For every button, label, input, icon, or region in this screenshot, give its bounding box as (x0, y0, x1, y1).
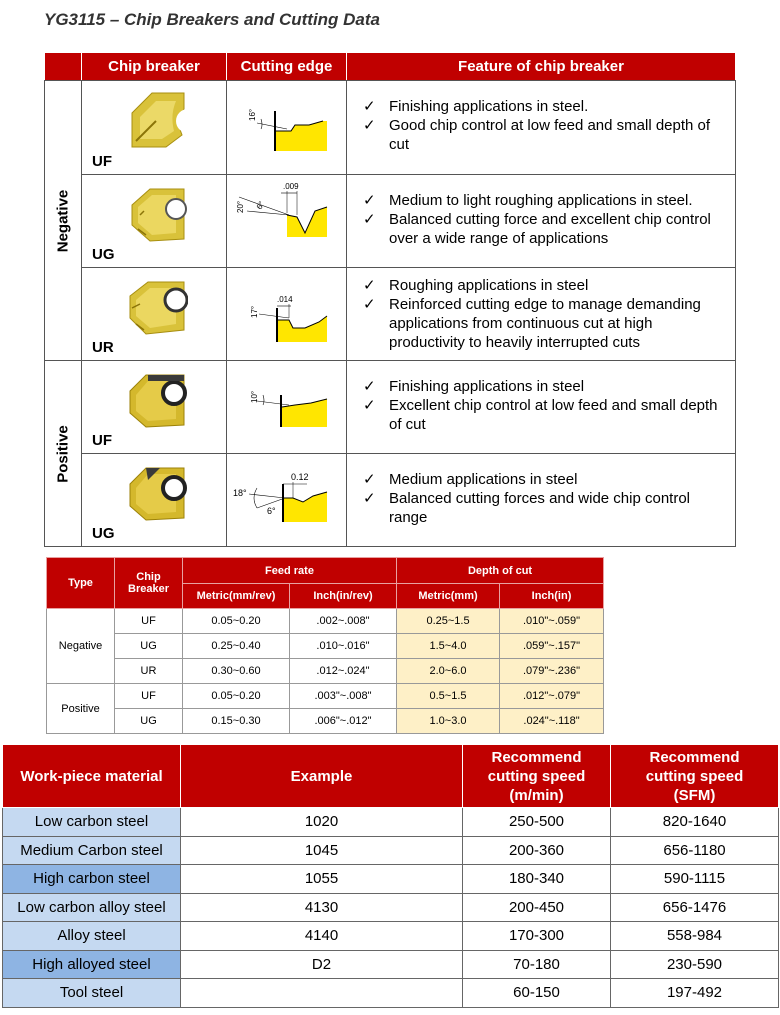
type-cell: Negative (47, 609, 115, 684)
feature-cell (347, 81, 736, 175)
header-depth-of-cut: Depth of cut (397, 558, 604, 584)
group-label: Positive (54, 424, 72, 483)
chip-code: UG (92, 525, 115, 542)
edge-cell (227, 268, 347, 361)
edge-angle-secondary: 6° (254, 199, 267, 211)
list-item: ✓ Finishing applications in steel. (363, 98, 589, 115)
feature-list (361, 377, 727, 434)
feature-cell (347, 361, 736, 454)
chip-cell (82, 81, 227, 175)
material-cell: Medium Carbon steel (3, 836, 181, 865)
depth-inch: .012"~.079" (500, 684, 604, 709)
chip-code: UF (92, 153, 112, 170)
list-item: ✓ Good chip control at low feed and small depth of cut (363, 117, 711, 153)
speed-metric-cell: 200-360 (463, 836, 611, 865)
feature-list (361, 97, 727, 154)
feed-metric: 0.15~0.30 (183, 709, 290, 734)
edge-cell (227, 454, 347, 547)
edge-land: 0.12 (291, 472, 309, 482)
depth-inch: .079"~.236" (500, 659, 604, 684)
edge-angle-secondary: 6° (267, 506, 276, 516)
list-item: ✓ Roughing applications in steel (363, 277, 589, 294)
table-row (47, 684, 604, 709)
speed-metric-cell: 60-150 (463, 979, 611, 1008)
table-row (45, 361, 736, 454)
cutting-edge-diagram (227, 81, 347, 174)
header-speed-metric: Recommend cutting speed (m/min) (463, 745, 611, 808)
insert-image (126, 371, 188, 429)
header-example: Example (181, 745, 463, 808)
speed-metric-cell: 170-300 (463, 922, 611, 951)
check-icon: ✓ (363, 192, 376, 209)
cutting-header-row-1 (47, 558, 604, 584)
edge-cell (227, 81, 347, 175)
edge-angle: 16° (248, 108, 257, 121)
header-metric-feed: Metric(mm/rev) (183, 584, 290, 609)
table-row (3, 950, 779, 979)
check-icon: ✓ (363, 397, 376, 414)
material-cell: Tool steel (3, 979, 181, 1008)
feature-cell (347, 268, 736, 361)
example-cell: 4140 (181, 922, 463, 951)
table-row (47, 634, 604, 659)
depth-inch: .010"~.059" (500, 609, 604, 634)
speed-sfm-cell: 656-1476 (611, 893, 779, 922)
material-cell: Low carbon steel (3, 808, 181, 837)
edge-angle: 20° (236, 200, 245, 213)
chip-cell: UF (115, 609, 183, 634)
list-item: ✓ Reinforced cutting edge to manage demanding applications from continuous cut at high productivity to heavily interrupted cuts (363, 296, 701, 351)
material-cell: Low carbon alloy steel (3, 893, 181, 922)
feature-cell (347, 175, 736, 268)
feature-list (361, 191, 727, 248)
chip-code: UG (92, 246, 115, 263)
speed-metric-cell: 200-450 (463, 893, 611, 922)
cutting-edge-diagram (227, 175, 347, 268)
insert-image (126, 185, 188, 243)
example-cell: 1045 (181, 836, 463, 865)
cutting-edge-diagram (227, 454, 347, 547)
edge-cell (227, 361, 347, 454)
feed-inch: .003"~.008" (290, 684, 397, 709)
feed-metric: 0.05~0.20 (183, 684, 290, 709)
header-chip-breaker: Chip breaker (82, 53, 227, 81)
example-cell (181, 979, 463, 1008)
chip-table-header-row (45, 53, 736, 81)
speed-metric-cell: 250-500 (463, 808, 611, 837)
edge-angle: 18° (233, 488, 247, 498)
header-type: Type (47, 558, 115, 609)
depth-metric: 1.5~4.0 (397, 634, 500, 659)
depth-inch: .024"~.118" (500, 709, 604, 734)
list-item: ✓ Medium to light roughing applications in steel. (363, 192, 693, 209)
table-row (47, 659, 604, 684)
check-icon: ✓ (363, 211, 376, 228)
chip-code: UR (92, 339, 114, 356)
group-positive (45, 361, 82, 547)
header-blank (45, 53, 82, 81)
example-cell: 4130 (181, 893, 463, 922)
list-item: ✓ Balanced cutting forces and wide chip control range (363, 490, 691, 526)
page-title: YG3115 – Chip Breakers and Cutting Data (44, 10, 381, 29)
insert-image (126, 91, 188, 149)
feed-metric: 0.30~0.60 (183, 659, 290, 684)
chip-cell: UG (115, 709, 183, 734)
table-row (3, 808, 779, 837)
header-feature: Feature of chip breaker (347, 53, 736, 81)
example-cell: 1020 (181, 808, 463, 837)
header-cutting-edge: Cutting edge (227, 53, 347, 81)
feature-cell (347, 454, 736, 547)
check-icon: ✓ (363, 296, 376, 313)
header-metric-depth: Metric(mm) (397, 584, 500, 609)
table-row (45, 81, 736, 175)
chip-code: UF (92, 432, 112, 449)
header-chip-breaker: Chip Breaker (115, 558, 183, 609)
chip-cell (82, 361, 227, 454)
material-cell: Alloy steel (3, 922, 181, 951)
header-speed-sfm: Recommend cutting speed (SFM) (611, 745, 779, 808)
list-item: ✓ Finishing applications in steel (363, 378, 585, 395)
edge-land: .009 (283, 182, 299, 191)
example-cell: 1055 (181, 865, 463, 894)
chip-cell: UG (115, 634, 183, 659)
table-row (3, 865, 779, 894)
material-cell: High alloyed steel (3, 950, 181, 979)
chip-cell (82, 175, 227, 268)
chip-cell (82, 268, 227, 361)
depth-inch: .059"~.157" (500, 634, 604, 659)
edge-angle: 17° (250, 305, 259, 318)
check-icon: ✓ (363, 471, 376, 488)
header-inch-depth: Inch(in) (500, 584, 604, 609)
speed-header-row (3, 745, 779, 808)
table-row (45, 175, 736, 268)
feed-metric: 0.05~0.20 (183, 609, 290, 634)
insert-image (126, 278, 188, 336)
speed-sfm-cell: 558-984 (611, 922, 779, 951)
check-icon: ✓ (363, 490, 376, 507)
header-material: Work-piece material (3, 745, 181, 808)
check-icon: ✓ (363, 117, 376, 134)
depth-metric: 2.0~6.0 (397, 659, 500, 684)
check-icon: ✓ (363, 378, 376, 395)
feed-inch: .006"~.012" (290, 709, 397, 734)
feed-inch: .010~.016" (290, 634, 397, 659)
group-negative (45, 81, 82, 361)
type-cell: Positive (47, 684, 115, 734)
speed-sfm-cell: 656-1180 (611, 836, 779, 865)
chip-cell: UF (115, 684, 183, 709)
table-row (3, 979, 779, 1008)
feature-list (361, 276, 727, 352)
feed-metric: 0.25~0.40 (183, 634, 290, 659)
depth-metric: 0.5~1.5 (397, 684, 500, 709)
cutting-edge-diagram (227, 268, 347, 361)
table-row (45, 268, 736, 361)
table-row (47, 709, 604, 734)
cutting-speed-table (2, 744, 779, 1008)
example-cell: D2 (181, 950, 463, 979)
cutting-data-table (46, 557, 604, 734)
speed-sfm-cell: 590-1115 (611, 865, 779, 894)
feature-list (361, 470, 727, 527)
chip-breaker-table (44, 52, 736, 547)
feed-inch: .012~.024" (290, 659, 397, 684)
speed-sfm-cell: 230-590 (611, 950, 779, 979)
depth-metric: 0.25~1.5 (397, 609, 500, 634)
depth-metric: 1.0~3.0 (397, 709, 500, 734)
table-row (3, 922, 779, 951)
insert-image (126, 464, 188, 522)
header-inch-feed: Inch(in/rev) (290, 584, 397, 609)
list-item: ✓ Excellent chip control at low feed and small depth of cut (363, 397, 718, 433)
chip-cell: UR (115, 659, 183, 684)
material-cell: High carbon steel (3, 865, 181, 894)
header-feed-rate: Feed rate (183, 558, 397, 584)
check-icon: ✓ (363, 277, 376, 294)
speed-sfm-cell: 820-1640 (611, 808, 779, 837)
edge-land: .014 (277, 295, 293, 304)
speed-metric-cell: 180-340 (463, 865, 611, 894)
list-item: ✓ Medium applications in steel (363, 471, 578, 488)
list-item: ✓ Balanced cutting force and excellent chip control over a wide range of applications (363, 211, 711, 247)
edge-cell (227, 175, 347, 268)
speed-metric-cell: 70-180 (463, 950, 611, 979)
speed-sfm-cell: 197-492 (611, 979, 779, 1008)
table-row (3, 893, 779, 922)
group-label: Negative (54, 189, 72, 252)
chip-cell (82, 454, 227, 547)
table-row (45, 454, 736, 547)
table-row (3, 836, 779, 865)
check-icon: ✓ (363, 98, 376, 115)
table-row (47, 609, 604, 634)
edge-angle: 10° (250, 390, 259, 403)
feed-inch: .002~.008" (290, 609, 397, 634)
cutting-edge-diagram (227, 361, 347, 454)
